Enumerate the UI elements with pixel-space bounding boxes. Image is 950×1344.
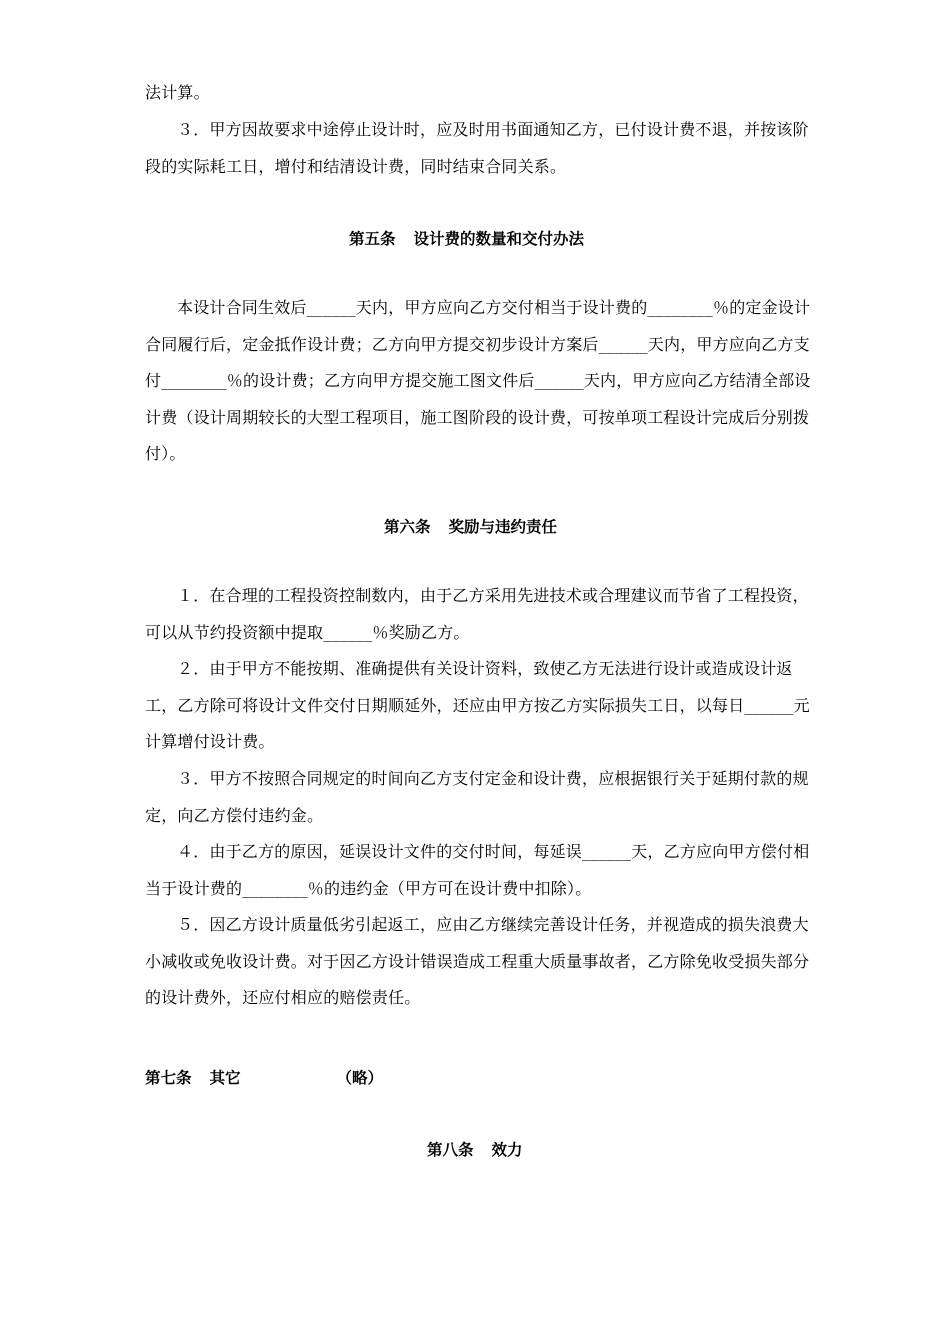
article-6-item-3: ３．甲方不按照合同规定的时间向乙方支付定金和设计费，应根据银行关于延期付款的规定，向乙方偿付违约金。 xyxy=(145,769,809,825)
article-8-number: 第八条 xyxy=(427,1141,474,1159)
article-6-item-4: ４．由于乙方的原因，延误设计文件的交付时间，每延误______天，乙方应向甲方偿付相当于设计费的________％的违约金（甲方可在设计费中扣除）。 xyxy=(145,842,810,898)
article-6-item-5: ５．因乙方设计质量低劣引起返工，应由乙方继续完善设计任务，并视造成的损失浪费大小减收或免收设计费。对于因乙方设计错误造成工程重大质量事故者，乙方除免收受损失部分的设计费外，还应付相应的赔偿责任。 xyxy=(145,915,810,1007)
article-7-number: 第七条 xyxy=(145,1069,192,1087)
continuation-text: 法计算。 xyxy=(145,83,210,102)
article-6-heading xyxy=(384,517,557,537)
article-6-item-1: １．在合理的工程投资控制数内，由于乙方采用先进技术或合理建议而节省了工程投资，可以从节约投资额中提取______％奖励乙方。 xyxy=(145,586,809,642)
article-5-body: 本设计合同生效后______天内，甲方应向乙方交付相当于设计费的________％的定金设计合同履行后，定金抵作设计费；乙方向甲方提交初步设计方案后______天内，甲方应向乙方支付________％的设计费；乙方向甲方提交施工图文件后______天内，甲方应向乙方结清全部设计费（设计周期较长的大型工程项目，施工图阶段的设计费，可按单项工程设计完成后分别拨付）。 xyxy=(145,298,811,463)
article-7-heading xyxy=(145,1068,383,1088)
article-4-item-3: ３．甲方因故要求中途停止设计时，应及时用书面通知乙方，已付设计费不退，并按该阶段的实际耗工日，增付和结清设计费，同时结束合同关系。 xyxy=(145,120,809,176)
article-7-note: （略） xyxy=(336,1069,384,1087)
article-5-number: 第五条 xyxy=(349,230,396,248)
article-5-heading xyxy=(349,229,584,249)
article-8-heading xyxy=(427,1140,523,1160)
article-8-title: 效力 xyxy=(491,1141,523,1159)
article-7-title: 其它 xyxy=(209,1069,241,1087)
article-6-item-2: ２．由于甲方不能按期、准确提供有关设计资料，致使乙方无法进行设计或造成设计返工，乙方除可将设计文件交付日期顺延外，还应由甲方按乙方实际损失工日，以每日______元计算增付设计费。 xyxy=(145,659,810,751)
article-5-title: 设计费的数量和交付办法 xyxy=(413,230,585,248)
article-6-number: 第六条 xyxy=(384,518,431,536)
article-6-title: 奖励与违约责任 xyxy=(448,518,558,536)
